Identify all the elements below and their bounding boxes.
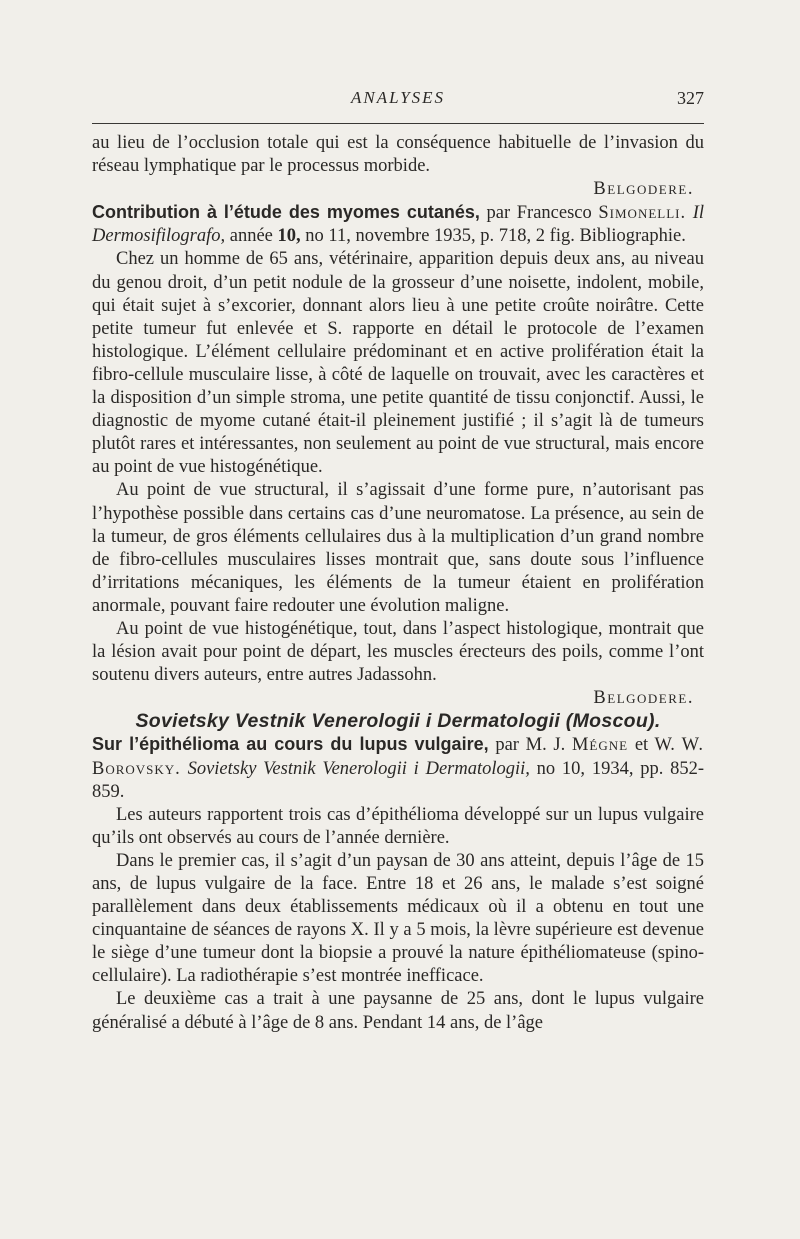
signature: Belgodere. [593, 688, 694, 709]
article-by: par M. J. [495, 735, 566, 756]
running-header [92, 88, 704, 114]
article-journal: Il Dermosifilografo, [92, 203, 705, 247]
article-reference: no 10, 1934, pp. 852-859. [92, 758, 704, 802]
article-paragraph: Dans le premier cas, il s’agit d’un paysan de 30 ans atteint, depuis l’âge de 15 ans, de lupus vulgaire de la face. Entre 18 et 26 ans, le malade s’est soigné parallèlement dans deux établissements médicaux où il a obtenu en tout une cinquantaine de séances de rayons X. Il y a 5 mois, la lèvre supérieure est devenue le siège d’une tumeur dont la biopsie a prouvé la nature épithéliomateuse (spino-cellulaire). La radiothérapie s’est montrée inefficace. [92, 850, 704, 987]
article-title: Sur l’épithélioma au cours du lupus vulgaire, [92, 734, 489, 755]
article-title: Contribution à l’étude des myomes cutanés, [92, 202, 480, 223]
continuation-paragraph: au lieu de l’occlusion totale qui est la conséquence habituelle de l’invasion du réseau lymphatique par le processus morbide. [92, 133, 704, 177]
article-by: par Francesco [486, 203, 592, 224]
article-journal: Sovietsky Vestnik Venerologii i Dermatologii, [187, 758, 530, 779]
article-heading [92, 201, 704, 248]
running-title: ANALYSES [350, 88, 446, 107]
article-volume: 10, [277, 226, 301, 247]
header-rule [92, 123, 704, 124]
article-and: et W. [634, 735, 675, 756]
page-body [92, 132, 704, 1035]
article-paragraph: Le deuxième cas a trait à une paysanne de 25 ans, dont le lupus vulgaire généralisé a débuté à l’âge de 8 ans. Pendant 14 ans, de l’âge [92, 989, 704, 1033]
article-author: Mégne [571, 735, 629, 756]
article-annee-label: année [229, 226, 273, 247]
article-heading [92, 733, 704, 803]
signature: Belgodere. [593, 179, 694, 200]
journal-heading: Sovietsky Vestnik Venerologii i Dermatologii (Moscou). [135, 710, 661, 733]
article-issue: no 11, novembre 1935, p. 718, 2 fig. Bibliographie. [305, 226, 686, 247]
page-number: 327 [677, 88, 704, 108]
article-paragraph: Les auteurs rapportent trois cas d’épithélioma développé sur un lupus vulgaire qu’ils ont observés au cours de l’année dernière. [92, 804, 704, 848]
article-paragraph: Au point de vue histogénétique, tout, dans l’aspect histologique, montrait que la lésion avait pour point de départ, les muscles érecteurs des poils, comme l’ont soutenu divers auteurs, entre autres Jadassohn. [92, 618, 704, 686]
article-paragraph: Chez un homme de 65 ans, vétérinaire, apparition depuis deux ans, au niveau du genou droit, d’un petit nodule de la grosseur d’une noisette, indolent, mobile, qui était sujet à s’excorier, donnant alors lieu à une petite croûte noirâtre. Cette petite tumeur fut enlevée et S. rapporte en détail le protocole de l’examen histologique. L’élément cellulaire prédominant et en active prolifération était la fibro-cellule musculaire lisse, à côté de laquelle on trouvait, avec les caractères et la disposition d’un simple stroma, une petite quantité de tissu conjonctif. Aussi, le diagnostic de myome cutané était-il pleinement justifié ; il s’agit là de tumeurs plutôt rares et intéressantes, non seulement au point de vue structural, mais encore au point de vue histogénétique. [92, 249, 704, 478]
article-paragraph: Au point de vue structural, il s’agissait d’une forme pure, n’autorisant pas l’hypothèse possible dans certains cas d’une neuromatose. La présence, au sein de la tumeur, de gros éléments cellulaires dus à la multiplication d’un grand nombre de fibro-cellules musculaires lisses montrait que, sans doute sous l’influence d’irritations mécaniques, les éléments de la tumeur étaient en prolifération anormale, pouvant faire redouter une évolution maligne. [92, 480, 704, 616]
article-author: W. Borovsky. [92, 735, 705, 779]
article-author: Simonelli. [598, 203, 687, 224]
